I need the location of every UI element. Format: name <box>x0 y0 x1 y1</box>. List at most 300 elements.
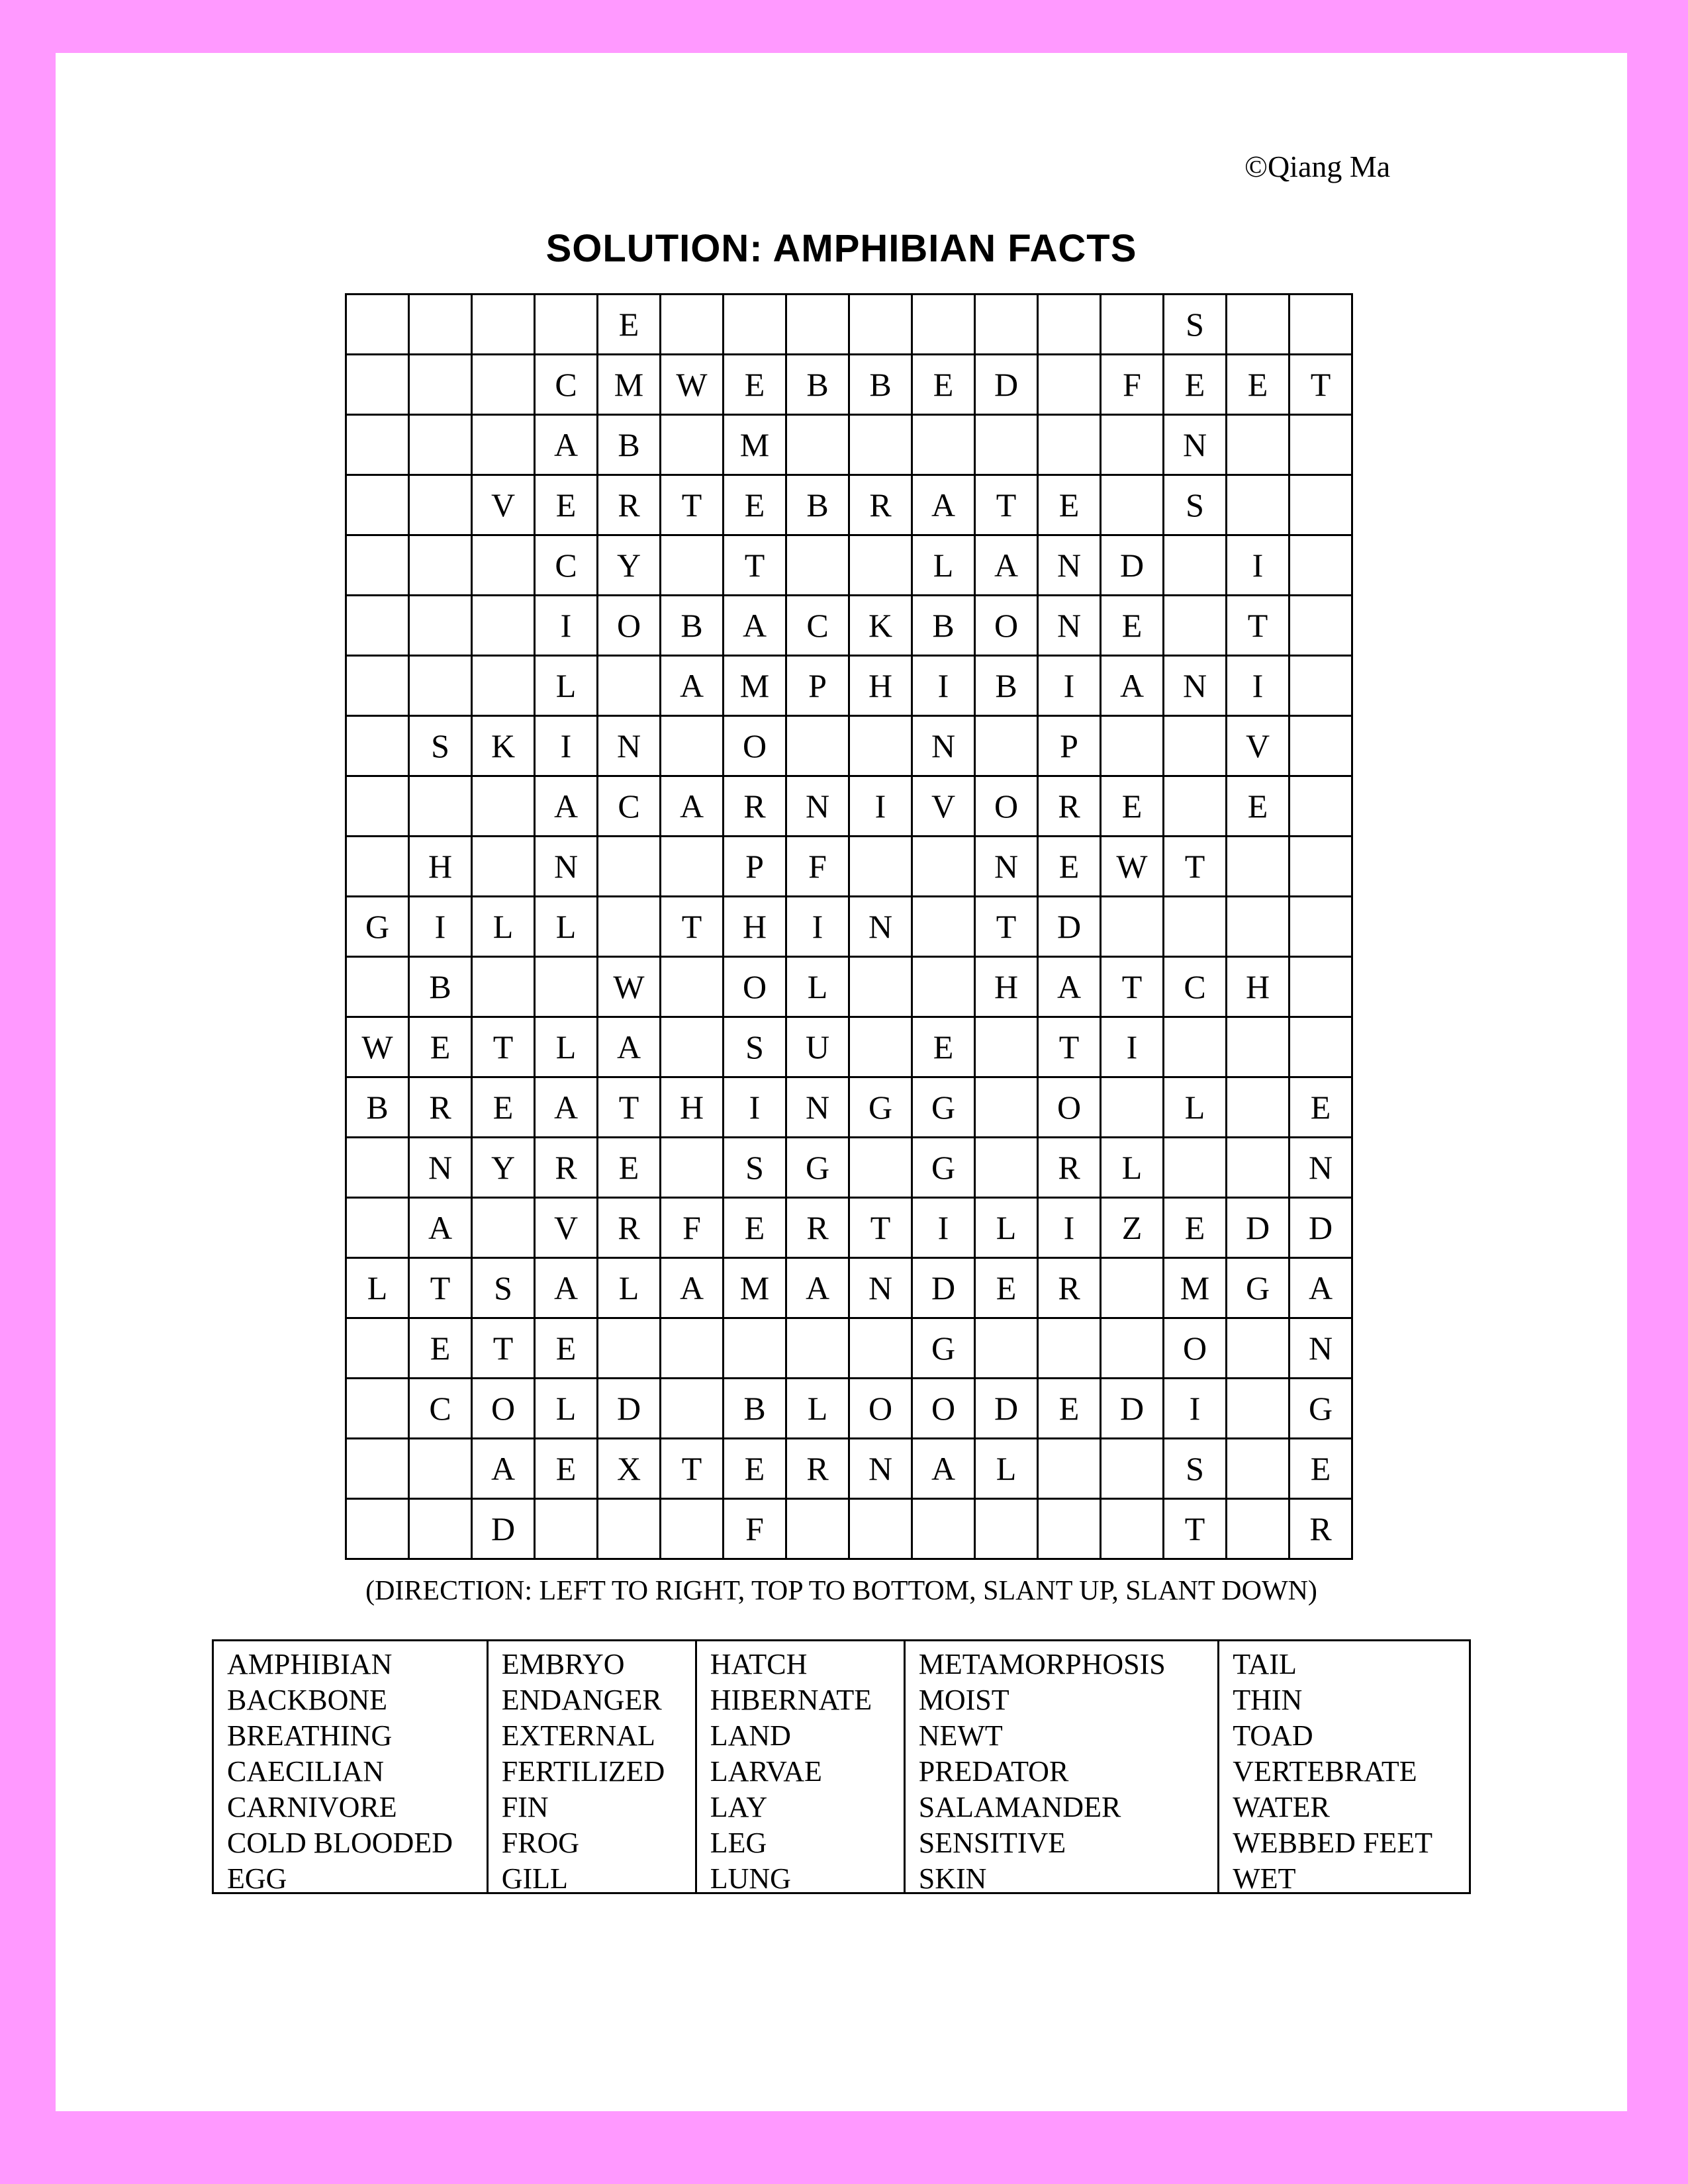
grid-cell: E <box>409 1318 472 1379</box>
grid-cell: P <box>724 837 786 897</box>
grid-cell: M <box>724 415 786 475</box>
grid-cell: L <box>1164 1077 1227 1138</box>
grid-cell <box>472 295 535 355</box>
grid-cell: A <box>535 415 598 475</box>
grid-cell <box>1227 415 1289 475</box>
grid-cell <box>661 957 724 1017</box>
grid-cell <box>346 776 409 837</box>
grid-cell <box>1289 295 1352 355</box>
grid-cell <box>409 415 472 475</box>
grid-cell: T <box>1164 1499 1227 1559</box>
grid-cell: N <box>786 1077 849 1138</box>
grid-cell <box>849 295 912 355</box>
grid-cell <box>786 1499 849 1559</box>
grid-cell: M <box>724 656 786 716</box>
grid-cell: V <box>472 475 535 535</box>
grid-cell: E <box>724 1198 786 1258</box>
grid-cell <box>975 1017 1038 1077</box>
grid-cell: H <box>975 957 1038 1017</box>
grid-cell: A <box>724 596 786 656</box>
grid-cell: T <box>724 535 786 596</box>
word-list-item: EGG <box>227 1862 287 1895</box>
grid-cell <box>472 656 535 716</box>
grid-cell: I <box>535 716 598 776</box>
grid-cell: I <box>724 1077 786 1138</box>
grid-cell: R <box>1038 776 1101 837</box>
grid-cell <box>912 295 975 355</box>
grid-cell <box>1164 535 1227 596</box>
grid-cell: A <box>1101 656 1164 716</box>
grid-cell <box>409 295 472 355</box>
grid-cell: R <box>409 1077 472 1138</box>
copyright-notice: ©Qiang Ma <box>1244 150 1391 183</box>
word-list <box>212 1639 1471 1894</box>
grid-cell: R <box>598 475 661 535</box>
grid-cell: E <box>598 295 661 355</box>
word-list-item: VERTEBRATE <box>1233 1755 1417 1788</box>
grid-cell: T <box>1227 596 1289 656</box>
grid-cell <box>975 1318 1038 1379</box>
grid-cell <box>409 776 472 837</box>
grid-cell <box>535 1499 598 1559</box>
grid-cell: B <box>786 355 849 415</box>
grid-cell: S <box>1164 475 1227 535</box>
grid-cell <box>1289 475 1352 535</box>
grid-cell: R <box>724 776 786 837</box>
grid-cell: B <box>409 957 472 1017</box>
word-list-column <box>697 1641 906 1895</box>
grid-cell <box>472 776 535 837</box>
grid-cell <box>912 837 975 897</box>
word-list-item: FIN <box>501 1791 549 1823</box>
grid-cell: E <box>1038 475 1101 535</box>
grid-cell: T <box>598 1077 661 1138</box>
grid-row <box>346 957 1352 1017</box>
grid-cell: F <box>661 1198 724 1258</box>
grid-cell: T <box>975 897 1038 957</box>
grid-cell: E <box>724 475 786 535</box>
word-list-column <box>906 1641 1219 1895</box>
grid-cell <box>1101 295 1164 355</box>
grid-cell: R <box>598 1198 661 1258</box>
grid-cell <box>1164 1017 1227 1077</box>
grid-row <box>346 1077 1352 1138</box>
grid-cell: E <box>472 1077 535 1138</box>
grid-cell: K <box>849 596 912 656</box>
grid-cell <box>409 535 472 596</box>
grid-row <box>346 1017 1352 1077</box>
grid-cell: I <box>1101 1017 1164 1077</box>
grid-cell <box>1289 415 1352 475</box>
grid-cell: L <box>346 1258 409 1318</box>
word-list-item: SALAMANDER <box>918 1791 1121 1823</box>
grid-cell: D <box>1038 897 1101 957</box>
grid-cell: L <box>535 656 598 716</box>
grid-cell: E <box>535 475 598 535</box>
grid-cell: E <box>724 1439 786 1499</box>
grid-cell <box>1038 355 1101 415</box>
grid-cell <box>1289 596 1352 656</box>
grid-cell: O <box>1038 1077 1101 1138</box>
grid-cell: E <box>1038 1379 1101 1439</box>
grid-cell <box>409 1499 472 1559</box>
grid-cell: I <box>849 776 912 837</box>
word-list-item: MOIST <box>918 1684 1009 1716</box>
grid-cell: E <box>1289 1439 1352 1499</box>
grid-cell: M <box>1164 1258 1227 1318</box>
word-list-item: LUNG <box>710 1862 791 1895</box>
grid-cell <box>975 1499 1038 1559</box>
grid-cell: T <box>472 1318 535 1379</box>
grid-row <box>346 1318 1352 1379</box>
word-list-item: THIN <box>1233 1684 1303 1716</box>
grid-cell: A <box>535 1077 598 1138</box>
grid-cell: W <box>661 355 724 415</box>
grid-cell <box>661 1499 724 1559</box>
word-list-item: WET <box>1233 1862 1296 1895</box>
grid-cell <box>849 837 912 897</box>
grid-cell: A <box>535 776 598 837</box>
word-list-item: SENSITIVE <box>918 1827 1066 1859</box>
grid-cell <box>1164 776 1227 837</box>
grid-cell <box>409 475 472 535</box>
grid-cell <box>1038 1499 1101 1559</box>
grid-cell <box>346 1198 409 1258</box>
grid-cell: R <box>1038 1258 1101 1318</box>
grid-row <box>346 1439 1352 1499</box>
grid-cell: R <box>1038 1138 1101 1198</box>
grid-cell: H <box>409 837 472 897</box>
grid-cell: A <box>661 656 724 716</box>
word-list-item: LAND <box>710 1719 791 1752</box>
grid-cell: T <box>661 897 724 957</box>
grid-cell <box>1038 1318 1101 1379</box>
grid-cell: D <box>1227 1198 1289 1258</box>
grid-cell: T <box>849 1198 912 1258</box>
grid-cell <box>346 355 409 415</box>
word-list-item: LEG <box>710 1827 767 1859</box>
grid-cell <box>849 535 912 596</box>
word-list-item: PREDATOR <box>918 1755 1069 1788</box>
grid-cell <box>472 596 535 656</box>
grid-cell: C <box>598 776 661 837</box>
grid-cell <box>849 415 912 475</box>
grid-cell <box>912 415 975 475</box>
grid-cell <box>346 415 409 475</box>
grid-cell <box>1227 837 1289 897</box>
grid-cell: L <box>598 1258 661 1318</box>
grid-cell: A <box>472 1439 535 1499</box>
grid-cell <box>849 1318 912 1379</box>
grid-cell: G <box>1227 1258 1289 1318</box>
grid-cell: B <box>724 1379 786 1439</box>
grid-cell: V <box>1227 716 1289 776</box>
grid-cell: D <box>598 1379 661 1439</box>
grid-cell <box>786 1318 849 1379</box>
grid-cell <box>786 295 849 355</box>
grid-cell: A <box>598 1017 661 1077</box>
page-title: SOLUTION: AMPHIBIAN FACTS <box>545 227 1137 270</box>
grid-cell: N <box>409 1138 472 1198</box>
grid-cell <box>1289 716 1352 776</box>
word-list-item: METAMORPHOSIS <box>918 1648 1166 1680</box>
grid-cell <box>535 295 598 355</box>
word-list-item: GILL <box>501 1862 568 1895</box>
grid-cell: Y <box>598 535 661 596</box>
word-list-item: ENDANGER <box>501 1684 662 1716</box>
grid-cell: I <box>1038 1198 1101 1258</box>
grid-cell: I <box>1038 656 1101 716</box>
worksheet-page <box>56 53 1627 2111</box>
grid-cell: I <box>409 897 472 957</box>
grid-cell: L <box>1101 1138 1164 1198</box>
grid-cell <box>724 295 786 355</box>
grid-cell <box>409 596 472 656</box>
grid-cell: I <box>535 596 598 656</box>
grid-cell <box>849 1138 912 1198</box>
grid-row <box>346 295 1352 355</box>
grid-cell: M <box>598 355 661 415</box>
grid-cell: R <box>786 1439 849 1499</box>
grid-cell <box>472 1198 535 1258</box>
grid-cell: D <box>472 1499 535 1559</box>
grid-cell: E <box>912 1017 975 1077</box>
grid-cell <box>1289 535 1352 596</box>
grid-cell: B <box>849 355 912 415</box>
grid-cell <box>724 1318 786 1379</box>
grid-cell: B <box>975 656 1038 716</box>
grid-cell <box>849 957 912 1017</box>
grid-cell: C <box>409 1379 472 1439</box>
grid-cell: G <box>912 1318 975 1379</box>
grid-cell: D <box>1289 1198 1352 1258</box>
grid-cell <box>472 355 535 415</box>
grid-cell <box>1289 897 1352 957</box>
grid-cell <box>1101 1499 1164 1559</box>
direction-note: (DIRECTION: LEFT TO RIGHT, TOP TO BOTTOM, SLANT UP, SLANT DOWN) <box>365 1576 1317 1606</box>
grid-cell: B <box>346 1077 409 1138</box>
grid-cell: N <box>1038 596 1101 656</box>
grid-cell <box>346 295 409 355</box>
grid-cell: I <box>1164 1379 1227 1439</box>
grid-cell: H <box>849 656 912 716</box>
grid-cell <box>786 415 849 475</box>
grid-cell: G <box>786 1138 849 1198</box>
word-list-item: BREATHING <box>227 1719 393 1752</box>
grid-cell: T <box>661 1439 724 1499</box>
grid-cell: S <box>1164 295 1227 355</box>
grid-cell: T <box>1101 957 1164 1017</box>
grid-cell <box>661 535 724 596</box>
grid-cell: B <box>912 596 975 656</box>
grid-cell: V <box>912 776 975 837</box>
grid-cell <box>1289 776 1352 837</box>
grid-cell <box>661 837 724 897</box>
grid-cell: X <box>598 1439 661 1499</box>
grid-cell <box>409 1439 472 1499</box>
grid-row <box>346 1258 1352 1318</box>
grid-cell: E <box>975 1258 1038 1318</box>
grid-cell <box>661 1017 724 1077</box>
grid-cell: E <box>598 1138 661 1198</box>
grid-cell: S <box>1164 1439 1227 1499</box>
grid-cell: E <box>535 1439 598 1499</box>
grid-cell <box>1038 1439 1101 1499</box>
grid-cell <box>661 1379 724 1439</box>
grid-cell: N <box>1164 415 1227 475</box>
grid-row <box>346 1379 1352 1439</box>
grid-cell: E <box>1164 1198 1227 1258</box>
grid-cell <box>346 1318 409 1379</box>
grid-cell <box>1227 1499 1289 1559</box>
grid-cell: T <box>975 475 1038 535</box>
grid-cell <box>1227 1439 1289 1499</box>
grid-cell: W <box>346 1017 409 1077</box>
grid-cell: G <box>1289 1379 1352 1439</box>
grid-cell <box>598 897 661 957</box>
grid-cell: E <box>912 355 975 415</box>
grid-cell: G <box>346 897 409 957</box>
grid-cell: F <box>786 837 849 897</box>
grid-cell <box>1227 1318 1289 1379</box>
grid-cell: S <box>472 1258 535 1318</box>
grid-cell <box>1164 596 1227 656</box>
grid-cell <box>849 716 912 776</box>
grid-cell: N <box>912 716 975 776</box>
grid-cell: U <box>786 1017 849 1077</box>
grid-cell: F <box>1101 355 1164 415</box>
grid-row <box>346 776 1352 837</box>
grid-cell: A <box>912 1439 975 1499</box>
grid-cell: T <box>409 1258 472 1318</box>
grid-cell: G <box>912 1138 975 1198</box>
word-list-item: FERTILIZED <box>501 1755 665 1788</box>
grid-cell: V <box>535 1198 598 1258</box>
grid-cell: A <box>661 776 724 837</box>
grid-cell: L <box>975 1439 1038 1499</box>
grid-cell: E <box>535 1318 598 1379</box>
grid-cell: N <box>786 776 849 837</box>
grid-cell <box>1289 656 1352 716</box>
grid-cell <box>849 1499 912 1559</box>
grid-cell <box>1038 415 1101 475</box>
grid-cell: P <box>786 656 849 716</box>
grid-cell: G <box>912 1077 975 1138</box>
grid-cell: E <box>1038 837 1101 897</box>
grid-cell <box>661 295 724 355</box>
grid-row <box>346 837 1352 897</box>
grid-row <box>346 355 1352 415</box>
word-list-item: TAIL <box>1233 1648 1297 1680</box>
grid-cell: O <box>724 716 786 776</box>
grid-cell: N <box>849 1439 912 1499</box>
grid-cell: A <box>786 1258 849 1318</box>
grid-cell: O <box>975 596 1038 656</box>
word-list-item: FROG <box>501 1827 580 1859</box>
word-list-item: TOAD <box>1233 1719 1313 1752</box>
grid-cell <box>661 1318 724 1379</box>
grid-cell: S <box>724 1017 786 1077</box>
grid-cell: E <box>1101 596 1164 656</box>
grid-cell: N <box>1164 656 1227 716</box>
grid-cell <box>346 957 409 1017</box>
grid-cell <box>346 716 409 776</box>
grid-cell <box>1101 415 1164 475</box>
word-list-column <box>1219 1641 1469 1895</box>
grid-cell: G <box>849 1077 912 1138</box>
grid-cell: A <box>661 1258 724 1318</box>
grid-cell: A <box>409 1198 472 1258</box>
word-list-item: HATCH <box>710 1648 808 1680</box>
grid-cell: E <box>1227 355 1289 415</box>
grid-row <box>346 716 1352 776</box>
grid-cell: L <box>535 1379 598 1439</box>
grid-cell <box>1101 475 1164 535</box>
grid-cell: B <box>598 415 661 475</box>
grid-cell: D <box>975 355 1038 415</box>
grid-row <box>346 1198 1352 1258</box>
grid-cell: T <box>472 1017 535 1077</box>
grid-cell: D <box>1101 1379 1164 1439</box>
grid-cell: C <box>1164 957 1227 1017</box>
grid-cell <box>346 1439 409 1499</box>
grid-cell <box>975 295 1038 355</box>
word-list-item: CAECILIAN <box>227 1755 385 1788</box>
grid-cell <box>346 656 409 716</box>
grid-cell: I <box>786 897 849 957</box>
grid-cell <box>1227 475 1289 535</box>
grid-cell: L <box>975 1198 1038 1258</box>
grid-cell <box>661 716 724 776</box>
grid-cell: O <box>472 1379 535 1439</box>
word-list-item: WEBBED FEET <box>1233 1827 1433 1859</box>
grid-cell: A <box>1038 957 1101 1017</box>
grid-cell: B <box>661 596 724 656</box>
grid-cell: L <box>535 897 598 957</box>
grid-cell: A <box>535 1258 598 1318</box>
grid-cell <box>1289 837 1352 897</box>
grid-cell <box>1227 1138 1289 1198</box>
grid-cell: M <box>724 1258 786 1318</box>
grid-cell: L <box>786 1379 849 1439</box>
grid-cell: C <box>535 355 598 415</box>
grid-cell: I <box>912 1198 975 1258</box>
grid-cell: N <box>975 837 1038 897</box>
grid-cell <box>346 837 409 897</box>
word-list-item: LAY <box>710 1791 768 1823</box>
grid-cell: Y <box>472 1138 535 1198</box>
grid-cell <box>1101 1258 1164 1318</box>
grid-cell: T <box>1289 355 1352 415</box>
grid-cell <box>912 957 975 1017</box>
grid-cell <box>1101 897 1164 957</box>
grid-cell: H <box>1227 957 1289 1017</box>
grid-row <box>346 415 1352 475</box>
grid-row <box>346 897 1352 957</box>
grid-row <box>346 1138 1352 1198</box>
word-list-item: SKIN <box>918 1862 987 1895</box>
grid-row <box>346 475 1352 535</box>
grid-cell <box>598 837 661 897</box>
grid-cell <box>975 716 1038 776</box>
word-list-item: COLD BLOODED <box>227 1827 453 1859</box>
grid-cell <box>346 1499 409 1559</box>
grid-cell: T <box>1164 837 1227 897</box>
grid-cell: E <box>1227 776 1289 837</box>
grid-cell <box>786 535 849 596</box>
word-list-column <box>489 1641 697 1895</box>
grid-cell <box>849 1017 912 1077</box>
